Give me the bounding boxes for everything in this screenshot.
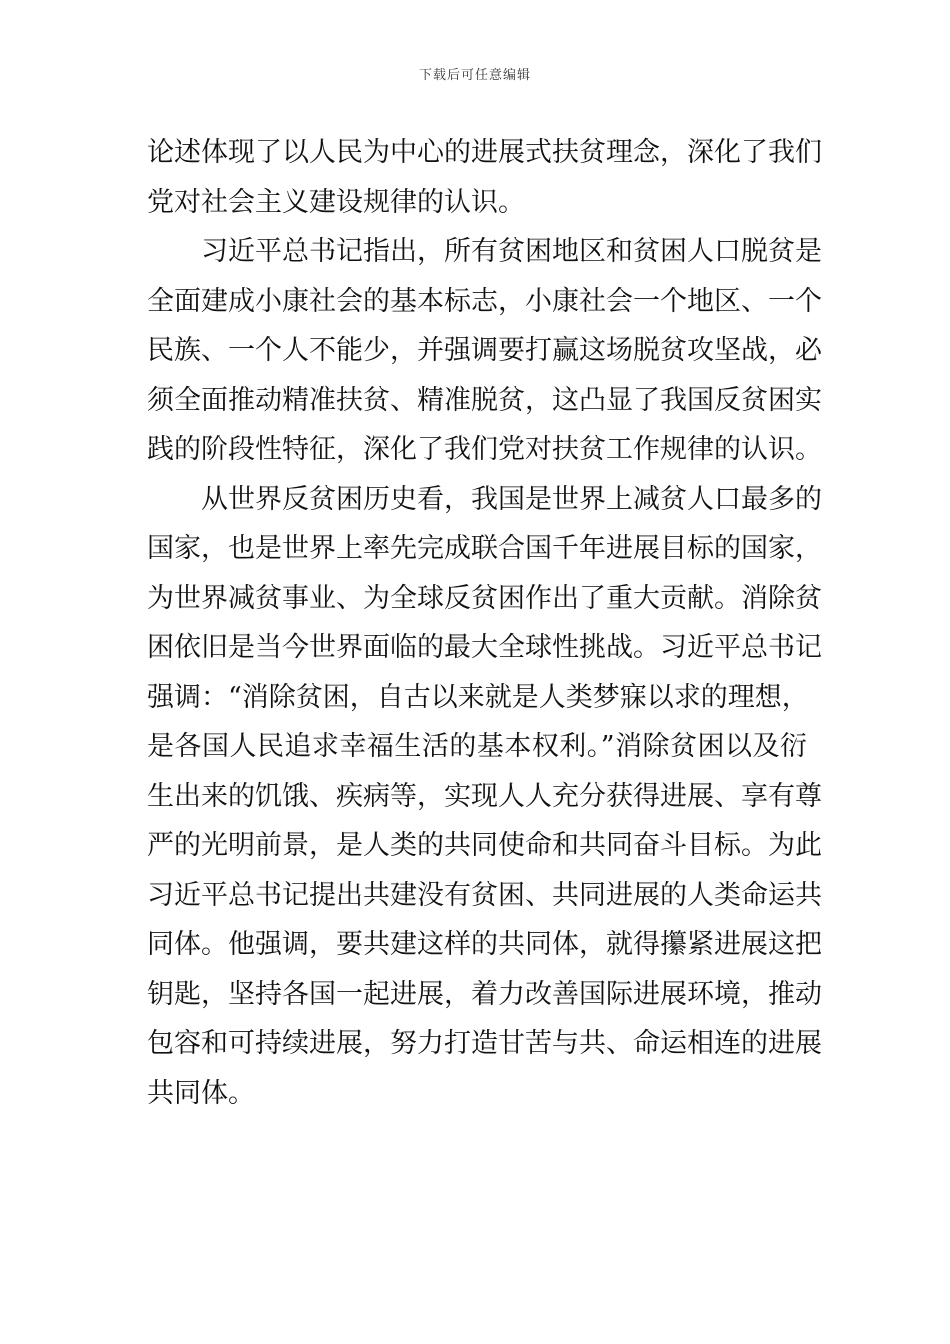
text-line: 党对社会主义建设规律的认识。	[147, 186, 525, 218]
page-header: 下载后可任意编辑	[418, 68, 531, 83]
text-line: 习近平总书记指出，所有贫困地区和贫困人口脱贫是	[201, 236, 822, 267]
text-line: 为世界减贫事业、为全球反贫困作出了重大贡献。消除贫	[147, 582, 822, 614]
text-line: 从世界反贫困历史看，我国是世界上减贫人口最多的	[201, 483, 822, 515]
text-line: 生出来的饥饿、疾病等，实现人人充分获得进展、享有尊	[147, 780, 822, 812]
text-line: 民族、一个人不能少，并强调要打赢这场脱贫攻坚战，必	[147, 335, 822, 366]
paragraph	[147, 475, 822, 1119]
text-line: 践的阶段性特征，深化了我们党对扶贫工作规律的认识。	[147, 434, 822, 465]
text-line: 全面建成小康社会的基本标志，小康社会一个地区、一个	[147, 285, 822, 317]
document-body	[147, 128, 822, 1118]
text-line: 同体。他强调，要共建这样的共同体，就得攥紧进展这把	[147, 929, 822, 960]
text-line: 共同体。	[147, 1077, 255, 1109]
text-line: 是各国人民追求幸福生活的基本权利。”消除贫困以及衍	[147, 731, 807, 762]
text-line: 困依旧是当今世界面临的最大全球性挑战。习近平总书记	[147, 632, 822, 663]
text-line: 习近平总书记提出共建没有贫困、共同进展的人类命运共	[147, 879, 822, 911]
text-line: 国家，也是世界上率先完成联合国千年进展目标的国家，	[147, 533, 822, 564]
text-line: 须全面推动精准扶贫、精准脱贫，这凸显了我国反贫困实	[147, 384, 822, 416]
text-line: 强调：“消除贫困，自古以来就是人类梦寐以求的理想，	[147, 681, 809, 713]
paragraph	[147, 227, 822, 475]
paragraph	[147, 128, 822, 227]
text-line: 论述体现了以人民为中心的进展式扶贫理念，深化了我们	[147, 137, 822, 168]
text-line: 钥匙，坚持各国一起进展，着力改善国际进展环境，推动	[147, 978, 822, 1010]
text-line: 包容和可持续进展，努力打造甘苦与共、命运相连的进展	[147, 1028, 822, 1059]
text-line: 严的光明前景，是人类的共同使命和共同奋斗目标。为此	[147, 830, 822, 861]
